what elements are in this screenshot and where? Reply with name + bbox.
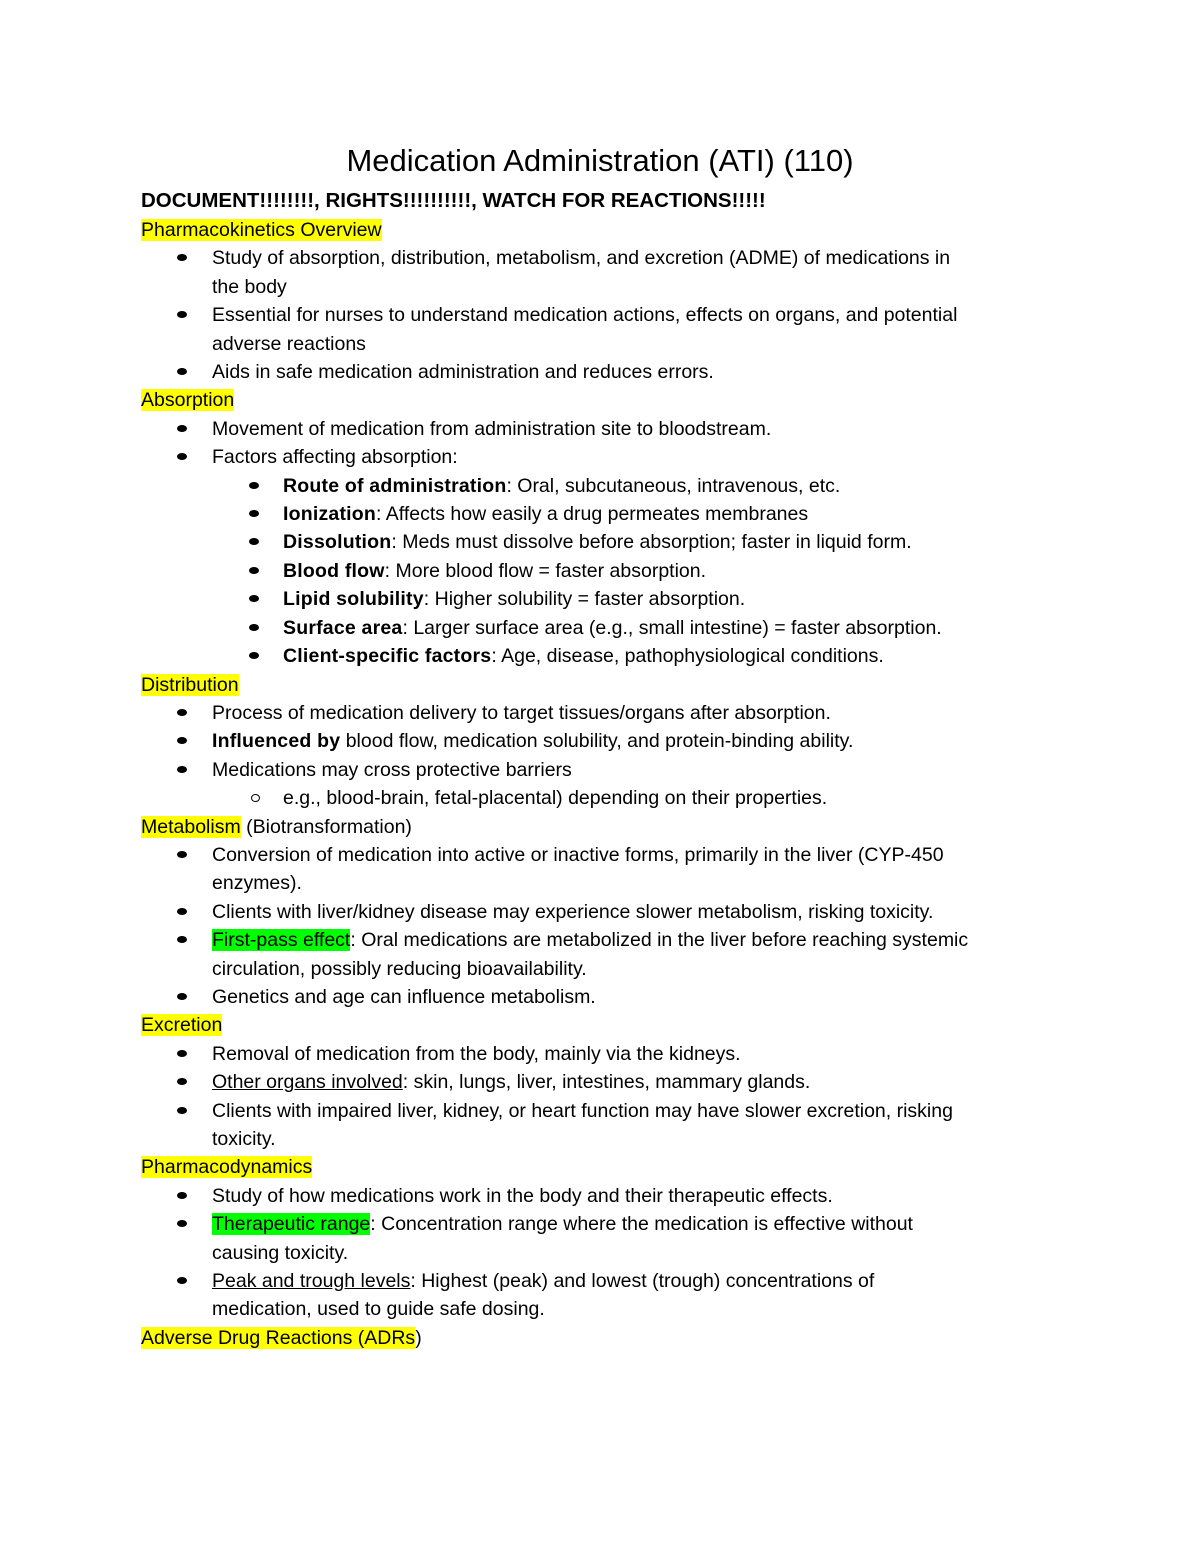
- line-text: Study of how medications work in the body and their therapeutic effects.: [212, 1184, 833, 1207]
- list-item: [141, 727, 1061, 755]
- factor-term: Ionization: [283, 503, 376, 526]
- highlight: Distribution: [141, 673, 239, 696]
- line-text: : Highest (peak) and lowest (trough) concentrations of: [410, 1270, 875, 1293]
- line-text: medication, used to guide safe dosing.: [212, 1298, 545, 1321]
- line-text: : skin, lungs, liver, intestines, mammary glands.: [402, 1071, 811, 1094]
- factor-desc: : Oral, subcutaneous, intravenous, etc.: [506, 474, 841, 497]
- line-text: Factors affecting absorption:: [212, 446, 458, 469]
- line-text: adverse reactions: [212, 332, 366, 355]
- heading-suffix: (Biotransformation): [240, 815, 412, 838]
- excretion-list: [141, 1040, 1061, 1154]
- factor-desc: : Larger surface area (e.g., small intestine) = faster absorption.: [402, 616, 942, 639]
- bold-term: Influenced by: [212, 730, 341, 753]
- list-item: [141, 756, 1061, 784]
- section-heading-metabolism: [141, 813, 1061, 841]
- pharmacodynamics-list: [141, 1182, 1061, 1324]
- line-text: circulation, possibly reducing bioavailability.: [212, 957, 587, 980]
- factor-term: Surface area: [283, 616, 403, 639]
- line-text: : Concentration range where the medication is effective without: [370, 1213, 913, 1236]
- list-item: [141, 1040, 1061, 1068]
- section-heading-distribution: [141, 671, 1061, 699]
- line-text: Clients with liver/kidney disease may experience slower metabolism, risking toxicity.: [212, 900, 934, 923]
- underlined-term: Peak and trough levels: [212, 1270, 411, 1293]
- line-text: Movement of medication from administration site to bloodstream.: [212, 417, 772, 440]
- list-item: [141, 1097, 1061, 1154]
- line-text: : Oral medications are metabolized in the liver before reaching systemic: [350, 929, 969, 952]
- line-text: Removal of medication from the body, mainly via the kidneys.: [212, 1042, 741, 1065]
- list-item: [141, 983, 1061, 1011]
- highlight: Pharmacokinetics Overview: [141, 219, 382, 241]
- factor-item: [141, 642, 1061, 670]
- absorption-list: [141, 415, 1061, 671]
- line-text: e.g., blood-brain, fetal-placental) depending on their properties.: [283, 787, 828, 810]
- line-text: Essential for nurses to understand medication actions, effects on organs, and potential: [212, 304, 958, 327]
- section-heading-pharmacokinetics: [141, 216, 1061, 244]
- section-heading-adr: [141, 1324, 1061, 1352]
- factor-item: [141, 528, 1061, 556]
- line-text: enzymes).: [212, 872, 302, 895]
- list-item: [141, 415, 1061, 443]
- section-heading-excretion: [141, 1011, 1061, 1039]
- factor-item: [141, 557, 1061, 585]
- factor-item: [141, 614, 1061, 642]
- page-title: Medication Administration (ATI) (110): [346, 143, 854, 178]
- highlight-green: First-pass effect: [212, 929, 351, 952]
- line-text: Medications may cross protective barriers: [212, 758, 572, 781]
- line-text: Process of medication delivery to target tissues/organs after absorption.: [212, 701, 831, 724]
- list-item: [141, 898, 1061, 926]
- list-item: [141, 358, 1061, 386]
- factor-desc: : More blood flow = faster absorption.: [384, 559, 707, 582]
- list-item: [141, 1267, 1061, 1324]
- line-text: the body: [212, 275, 287, 298]
- list-item: [141, 841, 1061, 898]
- list-item: [141, 699, 1061, 727]
- factor-term: Dissolution: [283, 531, 392, 554]
- list-item: [141, 926, 1061, 983]
- factor-desc: : Meds must dissolve before absorption; faster in liquid form.: [391, 531, 912, 554]
- section-heading-absorption: [141, 386, 1061, 414]
- highlight: Excretion: [141, 1014, 223, 1037]
- highlight: Absorption: [141, 389, 235, 412]
- sub-list-item: [141, 784, 1061, 812]
- line-text: Genetics and age can influence metabolism.: [212, 985, 596, 1008]
- line-text: Conversion of medication into active or inactive forms, primarily in the liver (CYP-450: [212, 843, 944, 866]
- factor-term: Route of administration: [283, 474, 507, 497]
- list-item: [141, 244, 1061, 301]
- line-text: blood flow, medication solubility, and protein-binding ability.: [340, 730, 854, 753]
- factor-term: Client-specific factors: [283, 645, 492, 668]
- factor-desc: : Higher solubility = faster absorption.: [423, 588, 746, 611]
- distribution-list: [141, 699, 1061, 813]
- line-text: Clients with impaired liver, kidney, or heart function may have slower excretion, risking: [212, 1099, 953, 1122]
- factor-item: [141, 472, 1061, 500]
- list-item: [141, 1210, 1061, 1267]
- metabolism-list: [141, 841, 1061, 1011]
- list-item: [141, 443, 1061, 471]
- pharmacokinetics-list: [141, 244, 1061, 386]
- factor-term: Lipid solubility: [283, 588, 424, 611]
- section-heading-pharmacodynamics: [141, 1153, 1061, 1181]
- factor-item: [141, 500, 1061, 528]
- highlight-green: Therapeutic range: [212, 1213, 371, 1236]
- list-item: [141, 1068, 1061, 1096]
- list-item: [141, 1182, 1061, 1210]
- line-text: toxicity.: [212, 1128, 276, 1150]
- banner-reminder: DOCUMENT!!!!!!!!, RIGHTS!!!!!!!!!!, WATCH FOR REACTIONS!!!!!: [141, 189, 766, 212]
- highlight: Adverse Drug Reactions (ADRs: [141, 1326, 416, 1349]
- line-text: Study of absorption, distribution, metabolism, and excretion (ADME) of medications in: [212, 247, 951, 270]
- line-text: causing toxicity.: [212, 1241, 349, 1264]
- underlined-term: Other organs involved: [212, 1071, 403, 1094]
- highlight: Metabolism: [141, 815, 241, 838]
- heading-suffix: ): [415, 1326, 422, 1349]
- factor-desc: : Affects how easily a drug permeates membranes: [376, 503, 809, 526]
- highlight: Pharmacodynamics: [141, 1156, 313, 1179]
- line-text: Aids in safe medication administration and reduces errors.: [212, 361, 714, 384]
- factor-term: Blood flow: [283, 559, 385, 582]
- factor-desc: : Age, disease, pathophysiological conditions.: [491, 645, 884, 668]
- factor-item: [141, 585, 1061, 613]
- document-body: [141, 216, 1061, 1352]
- list-item: [141, 301, 1061, 358]
